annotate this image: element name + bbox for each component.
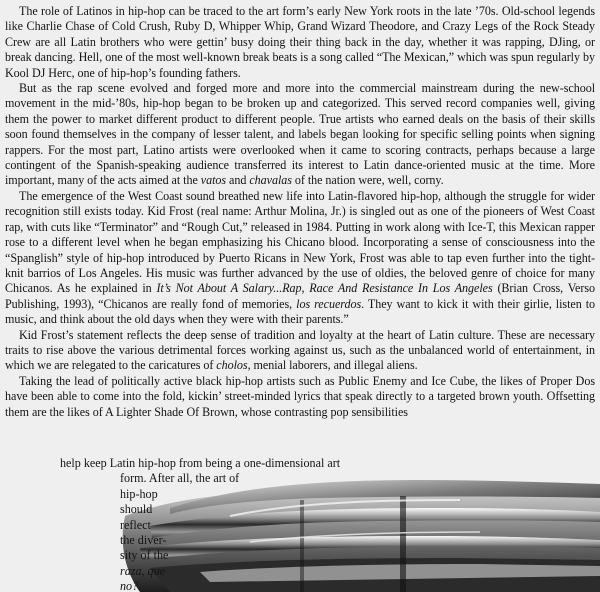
paragraph-p4: [5, 328, 595, 374]
wrapped-line: hip-hop: [120, 486, 158, 501]
text-run: . They want to kick it with their girlie, listen to music, and think about the old days when they were with their parents.”: [5, 296, 596, 327]
wrapped-line: sity of the: [120, 548, 169, 563]
text-run: , menial laborers, and illegal aliens.: [247, 358, 418, 373]
paragraph-p2: [5, 81, 595, 189]
italic-text: chavalas: [249, 173, 292, 188]
paragraph-p1: [5, 4, 595, 81]
text-run: of the nation were, well, corny.: [291, 173, 444, 188]
text-run: But as the rap scene evolved and forged more and more into the commercial mainstream during the new-school movement in the mid-’80s, hip-hop began to be broken up and categorized. This served record companies well, giving them the power to market different product to different people. True artists who earned deals on the basis of their skills soon found themselves in the company of lesser talent, and labels began looking for specific selling points when signing rappers. For the most part, Latino artists were overlooked when it came to scoring contracts, perhaps because a large contingent of the Spanish-speaking audience transferred its interest to Latin dance-oriented music at the time. More important, many of the acts aimed at the: [5, 81, 595, 188]
wrapped-text-column: [60, 456, 341, 592]
text-run: Taking the lead of politically active black hip-hop artists such as Public Enemy and Ice Cube, the likes of Proper Dos have been able to come into the fold, kickin’ street-minded lyrics that speak directly to a targeted brown youth. Offsetting them are the likes of A Lighter Shade Of Brown, whose contrasting pop sensibilities: [5, 373, 595, 419]
italic-text: los recuerdos: [296, 296, 362, 311]
wrapped-line: should: [120, 502, 153, 517]
wrapped-line: no?: [120, 579, 139, 592]
wrapped-line: the diver-: [120, 533, 167, 548]
italic-text: cholos: [216, 358, 248, 373]
wrapped-line: help keep Latin hip-hop from being a one-dimensional art: [60, 456, 341, 470]
text-run: (Brian Cross, Verso Publishing, 1993), “Chicanos are really fond of memories,: [5, 281, 595, 311]
wrapped-line: raza, que: [120, 563, 166, 578]
text-run: The emergence of the West Coast sound breathed new life into Latin-flavored hip-hop, although the struggle for wider recognition still exists today. Kid Frost (real name: Arthur Molina, Jr.) is singled out as one of the pioneers of West Coast rap, with cuts like “Terminator” and “Rough Cut,” released in 1984. Putting in work along with Ice-T, this Mexican rapper rose to a different level when he began emphasizing his Chicano blood. Incorporating a sense of consciousness into the “Spanglish” style of hip-hop introduced by Puerto Ricans in New York, Frost was able to tap even further into the tight-knit barrios of Los Angeles. His music was further advanced by the use of oldies, the beloved genre of choice for many Chicanos. As he explained in: [5, 188, 595, 296]
italic-text: vatos: [200, 173, 227, 188]
paragraph-p5: [5, 374, 595, 420]
paragraph-p3: [5, 189, 595, 328]
italic-text: It’s Not About A Salary...Rap, Race And Resistance In Los Angeles: [156, 281, 493, 296]
body-text: [5, 4, 595, 420]
text-run: The role of Latinos in hip-hop can be traced to the art form’s early New York roots in the late ’70s. Old-school legends like Charlie Chase of Cold Crush, Ruby D, Whipper Whip, Grand Wizard Theodore, and Crazy Legs of the Rock Steady Crew are all Latin brothers who were gettin’ busy doing their thing back in the day, whether it was rapping, DJing, or break dancing. Hell, one of the most well-known break beats is a song called “The Mexican,” which was spun regularly by Kool DJ Herc, one of hip-hop’s founding fathers.: [5, 4, 595, 80]
text-run: Kid Frost’s statement reflects the deep sense of tradition and loyalty at the heart of Latin culture. These are necessary traits to rise above the various detrimental forces working against us, such as the unbalanced world of entertainment, in which we are relegated to the caricatures of: [5, 327, 595, 373]
wrapped-line: reflect: [120, 517, 151, 532]
text-run: and: [226, 173, 250, 188]
image-wrap-area: [0, 456, 600, 592]
wrapped-line: form. After all, the art of: [120, 471, 240, 486]
